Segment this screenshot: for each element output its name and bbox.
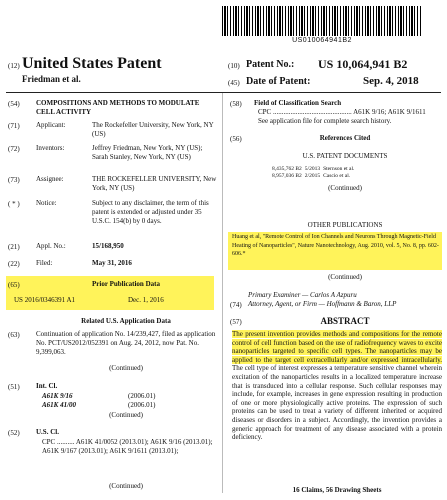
appl-code: (21) (8, 243, 20, 251)
continuation-text: Continuation of application No. 14/239,427, filed as application No. PCT/US2012/052391 on Aug. 24, 2012, now Pat. No. 9,399,063. (36, 330, 216, 356)
uscl-label: U.S. Cl. (36, 428, 59, 436)
table-row (272, 173, 357, 180)
patent-no-value: US 10,064,941 B2 (318, 57, 408, 71)
refs-code: (56) (230, 135, 242, 143)
intcl-class-1: A61K 9/16 (42, 392, 73, 400)
doc-name: Cascio et al. (323, 173, 351, 179)
intcl-class-2: A61K 41/00 (42, 401, 77, 409)
assignee-value: THE ROCKEFELLER UNIVERSITY, New York, NY (US) (92, 175, 217, 192)
doc-number: 8,957,036 B2 (272, 173, 302, 179)
uscl-code: (52) (8, 429, 20, 437)
inventor-short: Friedman et al. (22, 74, 81, 84)
column-divider (222, 93, 223, 493)
fcs-heading: Field of Classification Search (254, 99, 342, 107)
refs-heading: References Cited (319, 134, 371, 142)
date-value: Sep. 4, 2018 (363, 75, 419, 87)
appl-value: 15/168,950 (92, 242, 124, 250)
assignee-label: Assignee: (36, 175, 64, 183)
doc-date: 2/2015 (304, 173, 321, 179)
inventors-code: (72) (8, 145, 20, 153)
attorney-code: (74) (230, 301, 242, 309)
patent-title: COMPOSITIONS AND METHODS TO MODULATE CELL ACTIVITY (36, 99, 200, 116)
abstract-text: The cell type of interest expresses a temperature sensitive channel wherein excitation of the nanoparticles results in a localized temperature increase that is transduced into a cellular response. Such cellular responses may include, for example, increases in gene expression resulting in production of one or more physiologically active proteins. The expression of such proteins can be used to treat a variety of different inherited or acquired diseases or disorders in a subject. Accordingly, the invention provides a generic approach for treatment of any disease associated with a protein deficiency. (232, 364, 442, 442)
intcl-label: Int. Cl. (36, 382, 58, 390)
notice-label: Notice: (36, 199, 57, 207)
continued-left-1: (Continued) (109, 364, 143, 372)
abstract-heading: ABSTRACT (320, 316, 370, 326)
intcl-version-1: (2006.01) (128, 392, 156, 400)
table-row (272, 166, 357, 173)
claims-drawings: 16 Claims, 56 Drawing Sheets (292, 486, 382, 494)
filed-value: May 31, 2016 (92, 259, 132, 267)
prior-pub-number: US 2016/0346391 A1 (14, 296, 76, 304)
filed-code: (22) (8, 260, 20, 268)
patent-no-code: (10) (228, 62, 240, 70)
uscl-value: CPC .......... A61K 41/0052 (2013.01); A61K 9/16 (2013.01); A61K 9/167 (2013.01); A61K 9/1611 (2013.01); (42, 438, 213, 455)
date-code: (45) (228, 79, 240, 87)
applicant-value: The Rockefeller University, New York, NY (US) (92, 121, 214, 138)
date-label: Date of Patent: (246, 76, 311, 87)
header-rule (6, 92, 441, 93)
continued-left-2: (Continued) (109, 411, 143, 419)
other-publication: Huang et al, "Remote Control of Ion Channels and Neurons Through Magnetic-Field Heating of Nanoparticles", Nature Nanotechnology, Aug. 2010, vol. 5, No. 8, pp. 602-606.* (232, 234, 439, 257)
us-documents-table (272, 166, 357, 180)
doc-number: 8,435,762 B2 (272, 166, 302, 172)
filed-label: Filed: (36, 259, 53, 267)
barcode (222, 6, 422, 36)
notice-code: ( * ) (8, 200, 20, 208)
cont-code: (63) (8, 331, 20, 339)
prior-code: (65) (8, 281, 20, 289)
prior-heading: Prior Publication Data (92, 280, 160, 288)
applicant-label: Applicant: (36, 121, 66, 129)
fcs-cpc: CPC ............................................. A61K 9/16; A61K 9/1611 (258, 108, 426, 116)
abstract-code: (57) (230, 318, 242, 326)
doc-name: Sternson et al. (323, 166, 355, 172)
intcl-code: (51) (8, 383, 20, 391)
abstract-body (232, 330, 442, 442)
inventors-label: Inventors: (36, 144, 65, 152)
title-code: (54) (8, 100, 20, 108)
country-title: United States Patent (22, 55, 162, 72)
related-heading: Related U.S. Application Data (81, 317, 171, 325)
appl-label: Appl. No.: (36, 242, 66, 250)
inventors-value: Jeffrey Friedman, New York, NY (US); Sarah Stanley, New York, NY (US) (92, 144, 203, 161)
prior-pub-date: Dec. 1, 2016 (128, 296, 164, 304)
abstract-highlighted-text: The present invention provides methods and compositions for the remote control of cell function based on the use of radiofrequency waves to excite nanoparticles targeted to specific cell types. The nanoparticles may be applied to the target cell extracellularly and/or expressed intracellularly. (232, 330, 442, 364)
assignee-code: (73) (8, 176, 20, 184)
intcl-version-2: (2006.01) (128, 401, 156, 409)
continued-left-3: (Continued) (109, 482, 143, 490)
patent-no-label: Patent No.: (246, 59, 295, 70)
other-heading: OTHER PUBLICATIONS (307, 221, 383, 229)
primary-examiner: Primary Examiner — Carlos A Azpuru (248, 291, 357, 299)
notice-value: Subject to any disclaimer, the term of this patent is extended or adjusted under 35 U.S.C. 154(b) by 0 days. (92, 199, 209, 225)
country-code: (12) (8, 62, 20, 70)
continued-right-1: (Continued) (328, 184, 362, 192)
usdocs-heading: U.S. PATENT DOCUMENTS (302, 152, 388, 160)
fcs-code: (58) (230, 100, 242, 108)
doc-date: 5/2013 (304, 166, 321, 172)
fcs-note: See application file for complete search history. (258, 117, 392, 125)
continued-right-2: (Continued) (328, 273, 362, 281)
applicant-code: (71) (8, 122, 20, 130)
attorney: Attorney, Agent, or Firm — Hoffmann & Baron, LLP (248, 300, 397, 308)
barcode-number: US010064941B2 (292, 37, 352, 44)
